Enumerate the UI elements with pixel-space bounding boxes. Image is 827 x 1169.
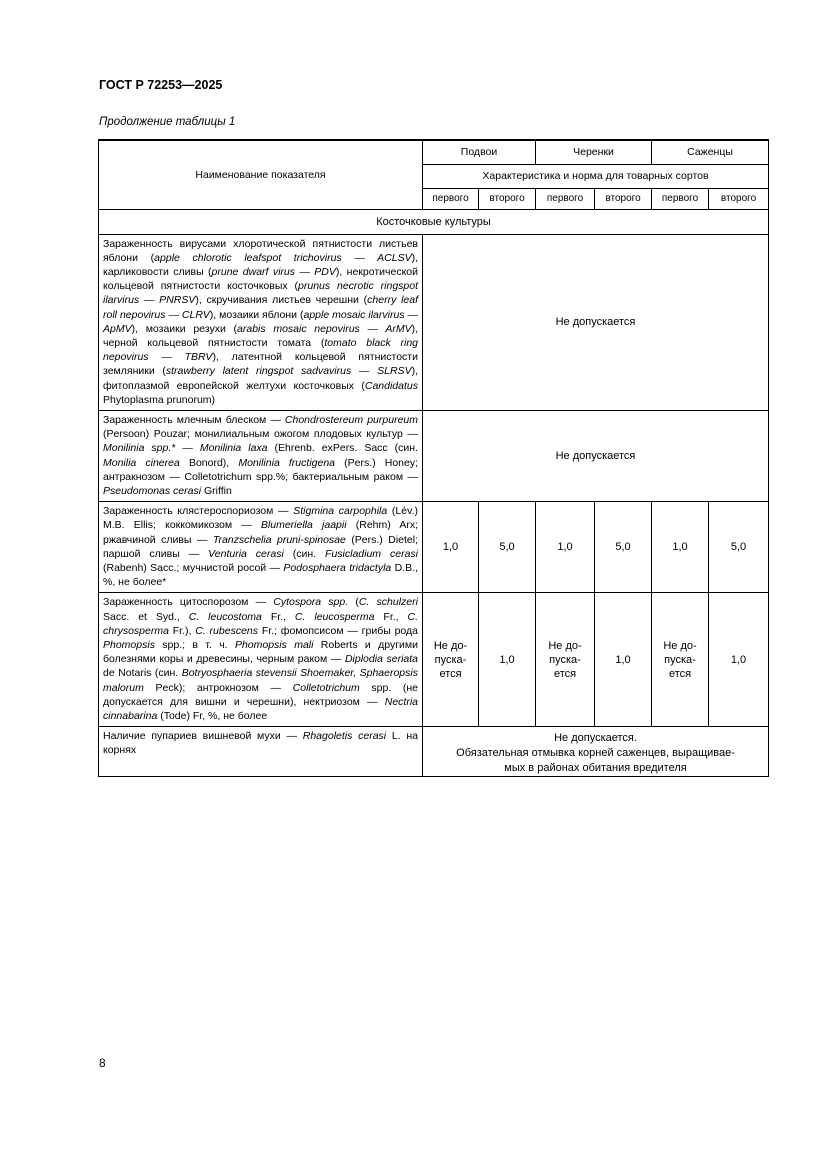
- indicator-name: Наличие пупариев вишневой мухи — Rhagoletis cerasi L. на корнях: [99, 727, 423, 777]
- header-grade: первого: [536, 188, 595, 209]
- norm-value: Не до- пуска- ется: [536, 593, 595, 727]
- norm-value: 1,0: [709, 593, 769, 727]
- norm-value: Не допускается: [423, 234, 769, 410]
- indicator-name: Зараженность клястероспориозом — Stigmina carpophila (Lév.) M.B. Ellis; коккомикозом — Blumeriella jaapii (Rehm) Arx; ржавчиной сливы — Tranzschelia pruni-spinosae (Pers.) Dietel; паршой сливы — Venturia cerasi (син. Fusicladium cerasi (Rabenh) Sacc.; мучнистой росой — Podosphaera tridactyla D.B., %, не более*: [99, 502, 423, 593]
- header-grade: первого: [423, 188, 479, 209]
- norm-value: 1,0: [479, 593, 536, 727]
- header-indicator-name: Наименование показателя: [99, 140, 423, 209]
- norm-value: 1,0: [423, 502, 479, 593]
- norm-value: 1,0: [595, 593, 652, 727]
- table-row: [99, 410, 769, 501]
- norm-value: Не допускается: [423, 410, 769, 501]
- header-grade: второго: [595, 188, 652, 209]
- table-caption: Продолжение таблицы 1: [99, 116, 236, 128]
- table-row: [99, 234, 769, 410]
- norm-value: Не до- пуска- ется: [652, 593, 709, 727]
- header-seedlings: Саженцы: [652, 140, 769, 164]
- norm-value: 5,0: [595, 502, 652, 593]
- norm-value: 5,0: [709, 502, 769, 593]
- indicator-name: Зараженность цитоспорозом — Cytospora spp. (C. schulzeri Sacc. et Syd., C. leucostoma Fr., C. leucosperma Fr., C. chrysosperma Fr.), C. rubescens Fr.; фомопсисом — грибы рода Phomopsis spp.; в т. ч. Phomopsis mali Roberts и другими болезнями коры и древесины, черным раком — Diplodia seriata de Notaris (син. Botryosphaeria stevensii Shoemaker, Sphaeropsis malorum Peck); антрокнозом — Colletotrichum spp. (не допускается для вишни и черешни), нектриозом — Nectria cinnabarina (Tode) Fr, %, не более: [99, 593, 423, 727]
- norm-value: 1,0: [652, 502, 709, 593]
- document-title: ГОСТ Р 72253—2025: [99, 78, 223, 92]
- norm-value: 5,0: [479, 502, 536, 593]
- header-grade: первого: [652, 188, 709, 209]
- header-grade: второго: [479, 188, 536, 209]
- table-row: [99, 593, 769, 727]
- norm-value: Не до- пуска- ется: [423, 593, 479, 727]
- header-characteristics: Характеристика и норма для товарных сортов: [423, 164, 769, 188]
- table-row: [99, 502, 769, 593]
- norm-value: 1,0: [536, 502, 595, 593]
- header-cuttings: Черенки: [536, 140, 652, 164]
- indicators-table: [98, 139, 769, 777]
- page-number: 8: [99, 1056, 106, 1070]
- indicator-name: Зараженность млечным блеском — Chondrostereum purpureum (Persoon) Pouzar; монилиальным ожогом плодовых культур — Monilinia spp.* — Monilinia laxa (Ehrenb. exPers. Sacc (син. Monilia cinerea Bonord), Monilinia fructigena (Pers.) Honey; антракнозом — Colletotrichum spp.%; бактериальным раком — Pseudomonas cerasi Griffin: [99, 410, 423, 501]
- section-stone-fruit: Косточковые культуры: [99, 209, 769, 234]
- norm-value: Не допускается. Обязательная отмывка корней саженцев, выращивае- мых в районах обитания вредителя: [423, 727, 769, 777]
- header-rootstocks: Подвои: [423, 140, 536, 164]
- indicator-name: Зараженность вирусами хлоротической пятнистости листьев яблони (apple chlorotic leafspot trichovirus — ACLSV), карликовости сливы (prune dwarf virus — PDV), некротической кольцевой пятнистости косточковых (prunus necrotic ringspot ilarvirus — PNRSV), скручивания листьев черешни (cherry leaf roll nepovirus — CLRV), мозаики яблони (apple mosaic ilarvirus — ApMV), мозаики резухи (arabis mosaic nepovirus — ArMV), черной кольцевой пятнистости томата (tomato black ring nepovirus — TBRV), латентной кольцевой пятнистости земляники (strawberry latent ringspot sadvavirus — SLRSV), фитоплазмой европейской желтухи косточковых (Candidatus Phytoplasma prunorum): [99, 234, 423, 410]
- table-row: [99, 727, 769, 777]
- header-grade: второго: [709, 188, 769, 209]
